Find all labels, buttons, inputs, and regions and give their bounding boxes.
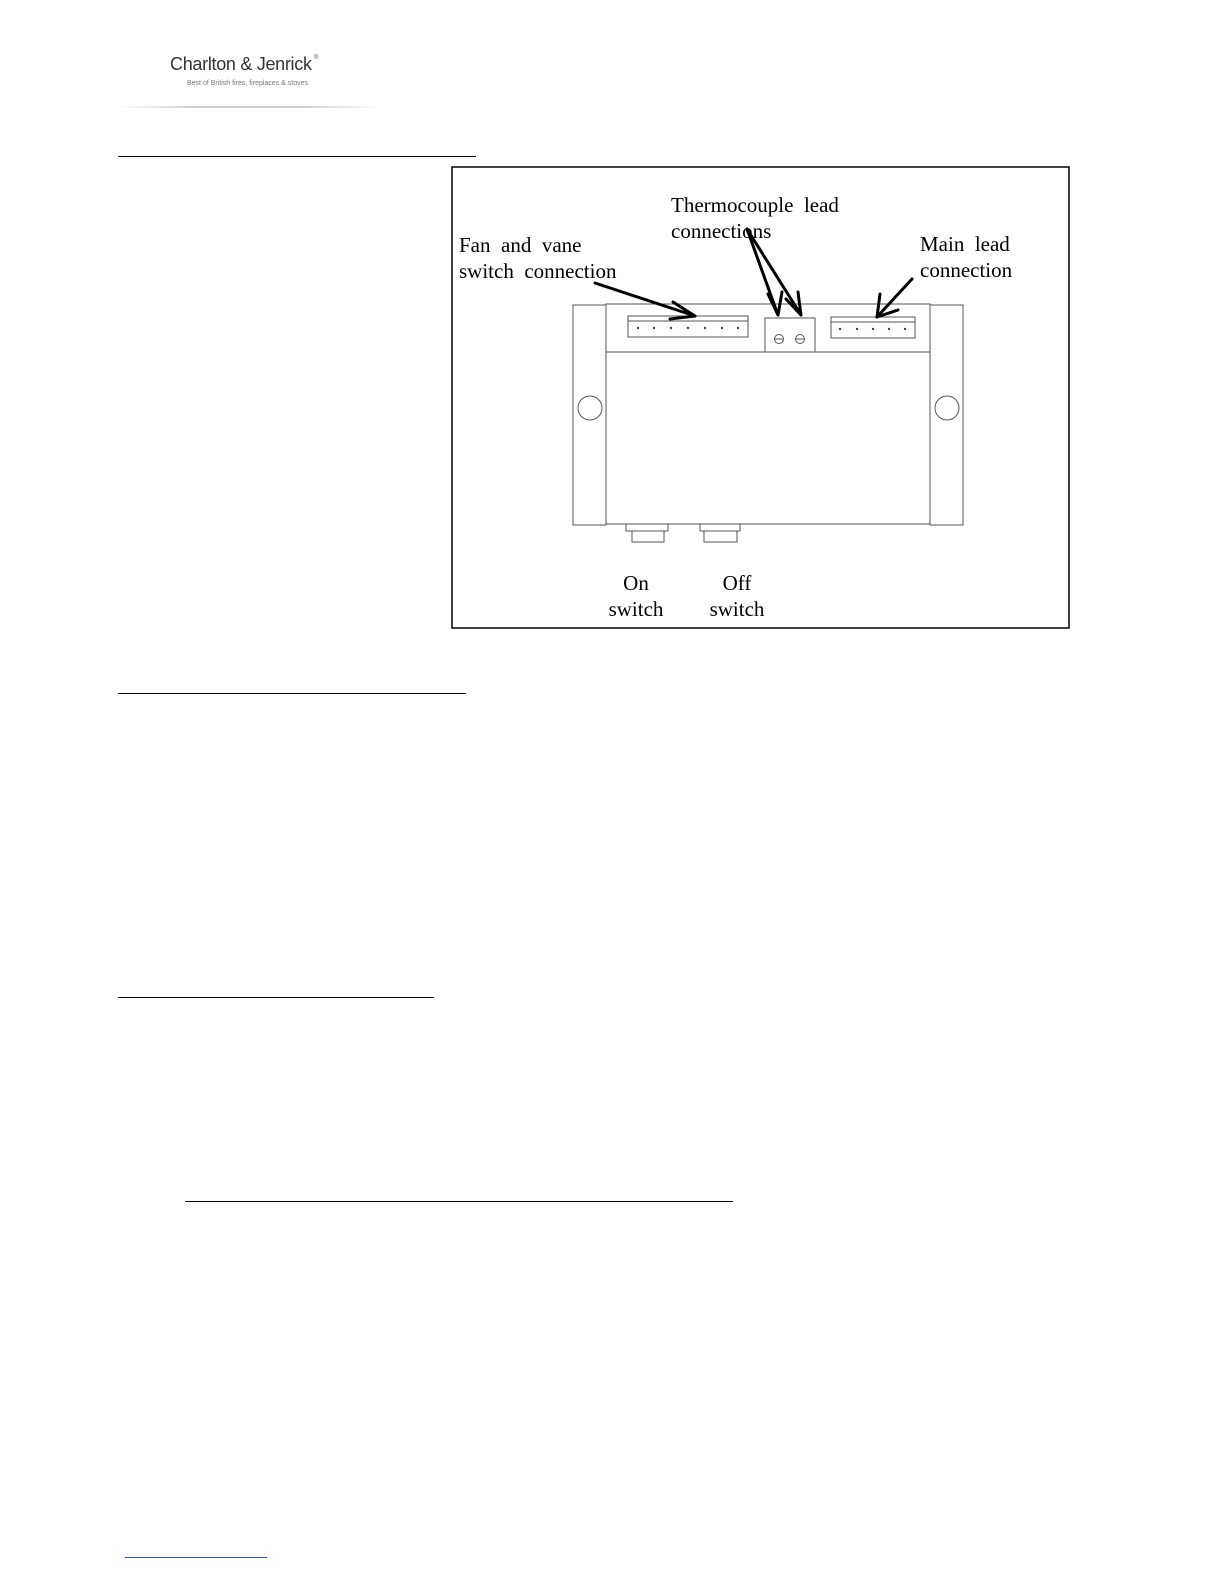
main-lead-label-line1: Main lead [920,232,1010,256]
on-switch [626,524,668,542]
section-heading-underline-3 [118,997,434,998]
left-mounting-hole [578,396,602,420]
right-mounting-hole [935,396,959,420]
logo-tagline: Best of British fires, fireplaces & stoves [187,80,308,87]
thermocouple-label-line1: Thermocouple lead [671,193,839,217]
logo-wordmark: Charlton & Jenrick [170,54,312,74]
fan-vane-label-line2: switch connection [459,259,617,283]
thermocouple-label-line2: connections [671,219,772,243]
on-switch-label-line2: switch [608,597,664,621]
main-lead-label-line2: connection [920,258,1013,282]
on-switch-label-line1: On [623,571,649,595]
registered-mark: ® [314,55,319,61]
control-box-diagram [451,166,1071,630]
fan-vane-label-line1: Fan and vane [459,233,582,257]
footer-link[interactable] [125,1557,267,1558]
logo-divider [118,106,380,108]
off-switch-label-line2: switch [709,597,765,621]
brand-logo [118,52,380,110]
main-lead-connector [831,317,915,338]
section-heading-underline-4 [185,1201,733,1202]
section-heading-underline-1 [118,156,476,157]
off-switch-label-line1: Off [722,571,752,595]
fan-vane-connector [628,316,748,337]
thermocouple-connector [765,318,815,352]
section-heading-underline-2 [118,693,466,694]
off-switch [700,524,740,542]
